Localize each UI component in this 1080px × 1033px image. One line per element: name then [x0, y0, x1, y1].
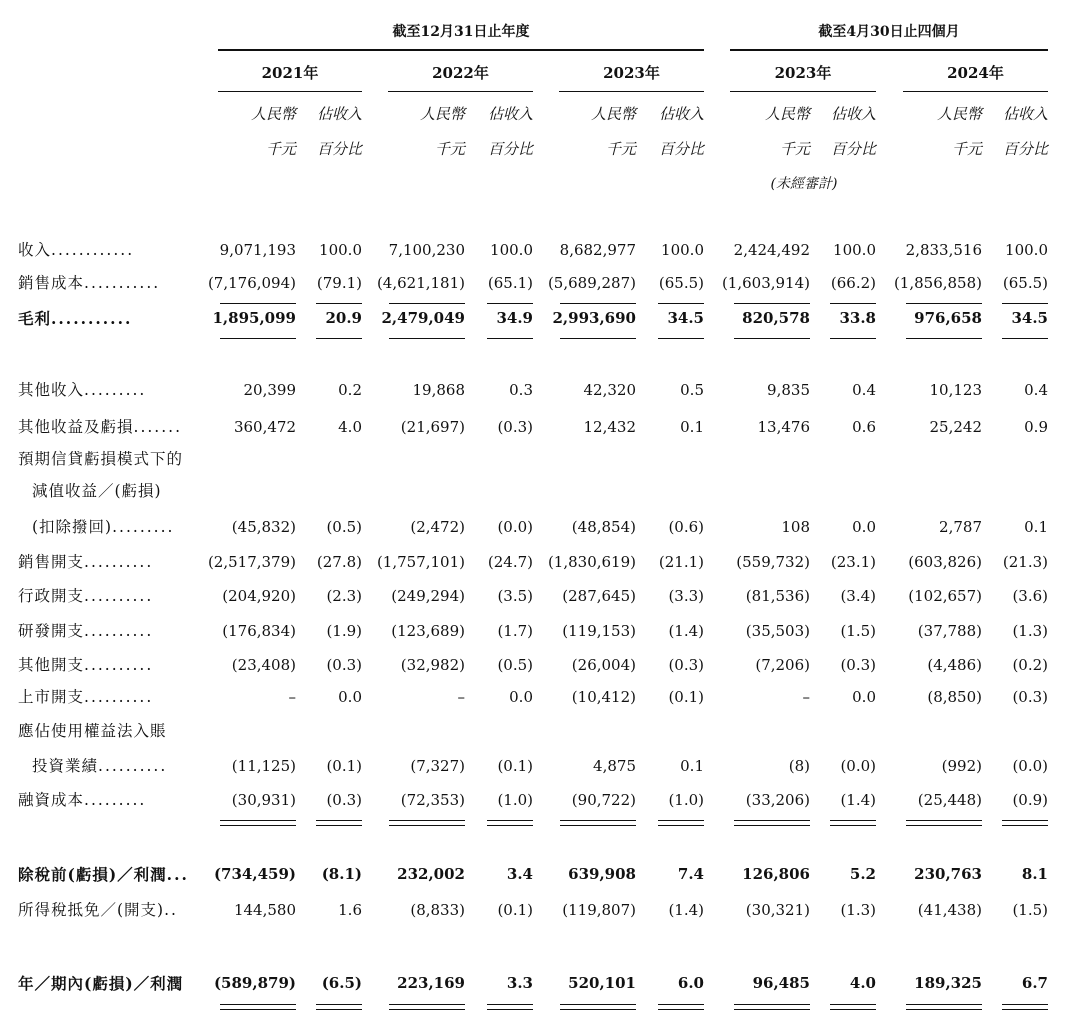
cell-value: (0.3) — [1012, 688, 1048, 706]
cell-value: 8.1 — [1021, 865, 1048, 883]
cell-value: (734,459) — [213, 865, 296, 883]
cell-value: (45,832) — [231, 518, 296, 536]
unit-line2: 百分比 — [316, 140, 362, 158]
unit-line1: 佔收入 — [658, 105, 704, 123]
cell-value: 34.9 — [496, 309, 533, 327]
row-label: 上市開支.......... — [18, 688, 154, 706]
unit-line1: 人民幣 — [936, 105, 982, 123]
cell-value: 4,875 — [593, 757, 636, 775]
double-underline — [316, 1009, 362, 1010]
cell-value: (23.1) — [830, 553, 876, 571]
cell-value: 0.6 — [852, 418, 876, 436]
cell-value: (0.0) — [840, 757, 876, 775]
cell-value: (30,321) — [745, 901, 810, 919]
single-underline — [560, 338, 636, 339]
cell-value: 230,763 — [914, 865, 982, 883]
single-underline — [560, 303, 636, 304]
double-underline — [560, 1009, 636, 1010]
dot-leader: ... — [166, 865, 189, 884]
double-underline — [220, 1004, 296, 1005]
cell-value: 232,002 — [397, 865, 465, 883]
cell-value: (603,826) — [908, 553, 982, 571]
unit-line2: 百分比 — [487, 140, 533, 158]
single-underline — [658, 303, 704, 304]
cell-value: (24.7) — [487, 553, 533, 571]
cell-value: (0.9) — [1012, 791, 1048, 809]
dot-leader: ........... — [84, 274, 161, 292]
cell-value: (26,004) — [571, 656, 636, 674]
cell-value: 0.1 — [1024, 518, 1048, 536]
cell-value: (21.1) — [658, 553, 704, 571]
cell-value: 34.5 — [1011, 309, 1048, 327]
cell-value: (1.5) — [1012, 901, 1048, 919]
single-underline — [389, 338, 465, 339]
dot-leader: .. — [164, 901, 178, 919]
double-underline — [389, 1009, 465, 1010]
cell-value: 6.0 — [677, 974, 704, 992]
dot-leader: ....... — [133, 418, 183, 436]
row-label: 銷售開支.......... — [18, 553, 154, 571]
dot-leader: .......... — [84, 688, 154, 706]
cell-value: (1.7) — [497, 622, 533, 640]
dot-leader: ......... — [84, 381, 147, 399]
double-underline — [316, 825, 362, 826]
cell-value: (4,486) — [927, 656, 982, 674]
cell-value: (559,732) — [736, 553, 810, 571]
double-underline — [734, 825, 810, 826]
cell-value: 126,806 — [742, 865, 810, 883]
double-underline — [220, 820, 296, 821]
dot-leader: .......... — [98, 757, 168, 775]
cell-value: 0.4 — [1024, 381, 1048, 399]
cell-value: (41,438) — [917, 901, 982, 919]
cell-value: (0.1) — [326, 757, 362, 775]
dot-leader: .......... — [84, 656, 154, 674]
cell-value: 33.8 — [839, 309, 876, 327]
dot-leader: .......... — [84, 553, 154, 571]
cell-value: (37,788) — [917, 622, 982, 640]
header-group-year-rule — [218, 49, 704, 51]
cell-value: (3.5) — [497, 587, 533, 605]
single-underline — [220, 303, 296, 304]
cell-value: (1,757,101) — [376, 553, 465, 571]
cell-value: 520,101 — [568, 974, 636, 992]
cell-value: 639,908 — [568, 865, 636, 883]
cell-value: (1,830,619) — [547, 553, 636, 571]
cell-value: (102,657) — [908, 587, 982, 605]
cell-value: (1.5) — [840, 622, 876, 640]
cell-value: 20.9 — [325, 309, 362, 327]
unit-line1: 人民幣 — [419, 105, 465, 123]
cell-value: 100.0 — [490, 241, 533, 259]
cell-value: 10,123 — [929, 381, 982, 399]
row-label: 減值收益／(虧損) — [32, 482, 162, 500]
cell-value: 7,100,230 — [388, 241, 465, 259]
dot-leader: ........... — [51, 309, 133, 328]
cell-value: 2,833,516 — [905, 241, 982, 259]
row-label: 其他收益及虧損....... — [18, 418, 183, 436]
single-underline — [830, 338, 876, 339]
cell-value: 1.6 — [338, 901, 362, 919]
cell-value: (5,689,287) — [547, 274, 636, 292]
cell-value: (0.2) — [1012, 656, 1048, 674]
cell-value: (992) — [941, 757, 982, 775]
double-underline — [316, 820, 362, 821]
unit-line1: 佔收入 — [830, 105, 876, 123]
cell-value: (3.4) — [840, 587, 876, 605]
double-underline — [906, 1009, 982, 1010]
cell-value: (79.1) — [316, 274, 362, 292]
single-underline — [220, 338, 296, 339]
dot-leader: .......... — [84, 587, 154, 605]
double-underline — [1002, 1004, 1048, 1005]
cell-value: 8,682,977 — [559, 241, 636, 259]
cell-value: 0.0 — [338, 688, 362, 706]
header-year-rule — [730, 91, 876, 92]
unit-line1: 佔收入 — [316, 105, 362, 123]
header-group-period-rule — [730, 49, 1048, 51]
cell-value: 360,472 — [233, 418, 296, 436]
cell-value: (27.8) — [316, 553, 362, 571]
cell-value: 189,325 — [914, 974, 982, 992]
cell-value: 100.0 — [319, 241, 362, 259]
cell-value: 0.1 — [680, 418, 704, 436]
unit-line1: 人民幣 — [764, 105, 810, 123]
unit-line1: 佔收入 — [1002, 105, 1048, 123]
cell-value: 7.4 — [677, 865, 704, 883]
double-underline — [487, 820, 533, 821]
cell-value: (0.0) — [497, 518, 533, 536]
double-underline — [658, 825, 704, 826]
double-underline — [830, 825, 876, 826]
cell-value: 976,658 — [914, 309, 982, 327]
cell-value: 0.3 — [509, 381, 533, 399]
double-underline — [1002, 1009, 1048, 1010]
double-underline — [658, 1004, 704, 1005]
dot-leader: .......... — [84, 622, 154, 640]
cell-value: 12,432 — [583, 418, 636, 436]
single-underline — [658, 338, 704, 339]
cell-value: (0.0) — [1012, 757, 1048, 775]
cell-value: (123,689) — [391, 622, 465, 640]
header-group-period: 截至4月30日止四個月 — [818, 24, 960, 40]
header-year: 2024年 — [947, 64, 1004, 82]
cell-value: (1,856,858) — [893, 274, 982, 292]
cell-value: (25,448) — [917, 791, 982, 809]
header-year-rule — [218, 91, 362, 92]
double-underline — [1002, 820, 1048, 821]
cell-value: (0.6) — [668, 518, 704, 536]
unit-line2: 百分比 — [658, 140, 704, 158]
cell-value: (0.1) — [497, 757, 533, 775]
double-underline — [560, 820, 636, 821]
cell-value: 100.0 — [1005, 241, 1048, 259]
double-underline — [734, 1009, 810, 1010]
cell-value: 3.3 — [506, 974, 533, 992]
cell-value: 4.0 — [849, 974, 876, 992]
cell-value: 2,424,492 — [733, 241, 810, 259]
double-underline — [906, 1004, 982, 1005]
double-underline — [734, 1004, 810, 1005]
cell-value: (1.4) — [840, 791, 876, 809]
cell-value: – — [457, 688, 465, 706]
cell-value: (0.3) — [668, 656, 704, 674]
cell-value: 5.2 — [849, 865, 876, 883]
unaudited-note: (未經審計) — [770, 176, 838, 192]
unit-line2: 百分比 — [830, 140, 876, 158]
row-label: 其他收入......... — [18, 381, 147, 399]
cell-value: (0.1) — [668, 688, 704, 706]
row-label: 研發開支.......... — [18, 622, 154, 640]
row-label: 毛利........... — [18, 309, 133, 328]
double-underline — [389, 820, 465, 821]
cell-value: 13,476 — [757, 418, 810, 436]
header-group-year: 截至12月31日止年度 — [392, 24, 530, 40]
unit-line2: 千元 — [434, 140, 465, 158]
unit-line2: 千元 — [265, 140, 296, 158]
cell-value: – — [802, 688, 810, 706]
cell-value: (8,833) — [410, 901, 465, 919]
cell-value: (0.3) — [497, 418, 533, 436]
cell-value: 2,993,690 — [552, 309, 636, 327]
cell-value: (589,879) — [213, 974, 296, 992]
single-underline — [316, 338, 362, 339]
cell-value: (2,472) — [410, 518, 465, 536]
cell-value: (2.3) — [326, 587, 362, 605]
row-label: 融資成本......... — [18, 791, 147, 809]
row-label: 應佔使用權益法入賬 — [18, 722, 167, 740]
cell-value: 820,578 — [742, 309, 810, 327]
row-label: 其他開支.......... — [18, 656, 154, 674]
cell-value: (21,697) — [400, 418, 465, 436]
row-label: 除稅前(虧損)／利潤... — [18, 865, 189, 884]
header-year-rule — [559, 91, 704, 92]
cell-value: (1.4) — [668, 901, 704, 919]
cell-value: (1.9) — [326, 622, 362, 640]
cell-value: (33,206) — [745, 791, 810, 809]
double-underline — [316, 1004, 362, 1005]
unit-line2: 百分比 — [1002, 140, 1048, 158]
double-underline — [734, 820, 810, 821]
cell-value: (1.0) — [668, 791, 704, 809]
header-year-rule — [903, 91, 1048, 92]
cell-value: 0.4 — [852, 381, 876, 399]
row-label: 預期信貸虧損模式下的 — [18, 450, 184, 468]
cell-value: 0.0 — [852, 688, 876, 706]
double-underline — [906, 820, 982, 821]
double-underline — [560, 825, 636, 826]
dot-leader: ......... — [84, 791, 147, 809]
cell-value: (10,412) — [571, 688, 636, 706]
cell-value: 96,485 — [752, 974, 810, 992]
cell-value: (7,206) — [755, 656, 810, 674]
single-underline — [906, 338, 982, 339]
single-underline — [1002, 338, 1048, 339]
cell-value: (1.3) — [840, 901, 876, 919]
double-underline — [389, 825, 465, 826]
cell-value: (65.5) — [1002, 274, 1048, 292]
cell-value: (8) — [788, 757, 810, 775]
header-year: 2022年 — [432, 64, 489, 82]
single-underline — [1002, 303, 1048, 304]
cell-value: (0.3) — [326, 791, 362, 809]
cell-value: (0.3) — [840, 656, 876, 674]
cell-value: (249,294) — [391, 587, 465, 605]
cell-value: 108 — [781, 518, 810, 536]
cell-value: (176,834) — [222, 622, 296, 640]
cell-value: – — [288, 688, 296, 706]
double-underline — [830, 1009, 876, 1010]
row-label: 銷售成本........... — [18, 274, 161, 292]
cell-value: (8,850) — [927, 688, 982, 706]
dot-leader: ............ — [51, 241, 135, 259]
cell-value: 20,399 — [243, 381, 296, 399]
cell-value: (204,920) — [222, 587, 296, 605]
cell-value: 2,787 — [939, 518, 982, 536]
cell-value: (2,517,379) — [207, 553, 296, 571]
header-year: 2021年 — [261, 64, 319, 82]
row-label: 收入............ — [18, 241, 135, 259]
cell-value: (32,982) — [400, 656, 465, 674]
cell-value: (65.5) — [658, 274, 704, 292]
cell-value: 0.5 — [680, 381, 704, 399]
cell-value: 34.5 — [667, 309, 704, 327]
cell-value: 25,242 — [929, 418, 982, 436]
cell-value: 0.0 — [509, 688, 533, 706]
header-year: 2023年 — [603, 64, 660, 82]
cell-value: (21.3) — [1002, 553, 1048, 571]
cell-value: (30,931) — [231, 791, 296, 809]
cell-value: (65.1) — [487, 274, 533, 292]
single-underline — [734, 303, 810, 304]
cell-value: 0.9 — [1024, 418, 1048, 436]
double-underline — [658, 820, 704, 821]
cell-value: (72,353) — [400, 791, 465, 809]
double-underline — [560, 1004, 636, 1005]
cell-value: (3.6) — [1012, 587, 1048, 605]
cell-value: 0.2 — [338, 381, 362, 399]
cell-value: (0.5) — [326, 518, 362, 536]
unit-line2: 千元 — [951, 140, 982, 158]
unit-line2: 千元 — [779, 140, 810, 158]
cell-value: (11,125) — [231, 757, 296, 775]
double-underline — [487, 1009, 533, 1010]
cell-value: 0.0 — [852, 518, 876, 536]
cell-value: 9,071,193 — [219, 241, 296, 259]
row-label: 所得稅抵免／(開支).. — [18, 901, 178, 919]
cell-value: (119,807) — [562, 901, 636, 919]
row-label: 行政開支.......... — [18, 587, 154, 605]
cell-value: (4,621,181) — [376, 274, 465, 292]
cell-value: (119,153) — [562, 622, 636, 640]
double-underline — [1002, 825, 1048, 826]
cell-value: 19,868 — [412, 381, 465, 399]
cell-value: 6.7 — [1021, 974, 1048, 992]
cell-value: 1,895,099 — [212, 309, 296, 327]
single-underline — [906, 303, 982, 304]
cell-value: 3.4 — [506, 865, 533, 883]
double-underline — [389, 1004, 465, 1005]
row-label: 投資業績.......... — [32, 757, 168, 775]
cell-value: (48,854) — [571, 518, 636, 536]
cell-value: (1.3) — [1012, 622, 1048, 640]
double-underline — [220, 825, 296, 826]
unit-line1: 人民幣 — [250, 105, 296, 123]
cell-value: (0.5) — [497, 656, 533, 674]
cell-value: (287,645) — [562, 587, 636, 605]
double-underline — [487, 1004, 533, 1005]
cell-value: 2,479,049 — [381, 309, 465, 327]
cell-value: 0.1 — [680, 757, 704, 775]
cell-value: (66.2) — [830, 274, 876, 292]
cell-value: (3.3) — [668, 587, 704, 605]
cell-value: (0.1) — [497, 901, 533, 919]
cell-value: (81,536) — [745, 587, 810, 605]
cell-value: (35,503) — [745, 622, 810, 640]
cell-value: 4.0 — [338, 418, 362, 436]
cell-value: (6.5) — [321, 974, 362, 992]
cell-value: 9,835 — [767, 381, 810, 399]
single-underline — [316, 303, 362, 304]
double-underline — [906, 825, 982, 826]
cell-value: (23,408) — [231, 656, 296, 674]
cell-value: 42,320 — [583, 381, 636, 399]
header-year-rule — [388, 91, 533, 92]
double-underline — [830, 1004, 876, 1005]
single-underline — [389, 303, 465, 304]
header-year: 2023年 — [774, 64, 832, 82]
double-underline — [658, 1009, 704, 1010]
dot-leader: ......... — [112, 518, 175, 536]
unit-line2: 千元 — [605, 140, 636, 158]
cell-value: (1.0) — [497, 791, 533, 809]
double-underline — [220, 1009, 296, 1010]
unit-line1: 佔收入 — [487, 105, 533, 123]
double-underline — [830, 820, 876, 821]
cell-value: (0.3) — [326, 656, 362, 674]
single-underline — [487, 303, 533, 304]
row-label: (扣除撥回)......... — [32, 518, 175, 536]
row-label: 年／期內(虧損)／利潤 — [18, 974, 184, 993]
cell-value: (7,327) — [410, 757, 465, 775]
cell-value: (90,722) — [571, 791, 636, 809]
single-underline — [487, 338, 533, 339]
cell-value: (1.4) — [668, 622, 704, 640]
cell-value: (1,603,914) — [721, 274, 810, 292]
single-underline — [734, 338, 810, 339]
cell-value: 100.0 — [833, 241, 876, 259]
cell-value: (8.1) — [321, 865, 362, 883]
cell-value: 100.0 — [661, 241, 704, 259]
single-underline — [830, 303, 876, 304]
double-underline — [487, 825, 533, 826]
cell-value: (7,176,094) — [207, 274, 296, 292]
cell-value: 223,169 — [397, 974, 465, 992]
cell-value: 144,580 — [233, 901, 296, 919]
unit-line1: 人民幣 — [590, 105, 636, 123]
